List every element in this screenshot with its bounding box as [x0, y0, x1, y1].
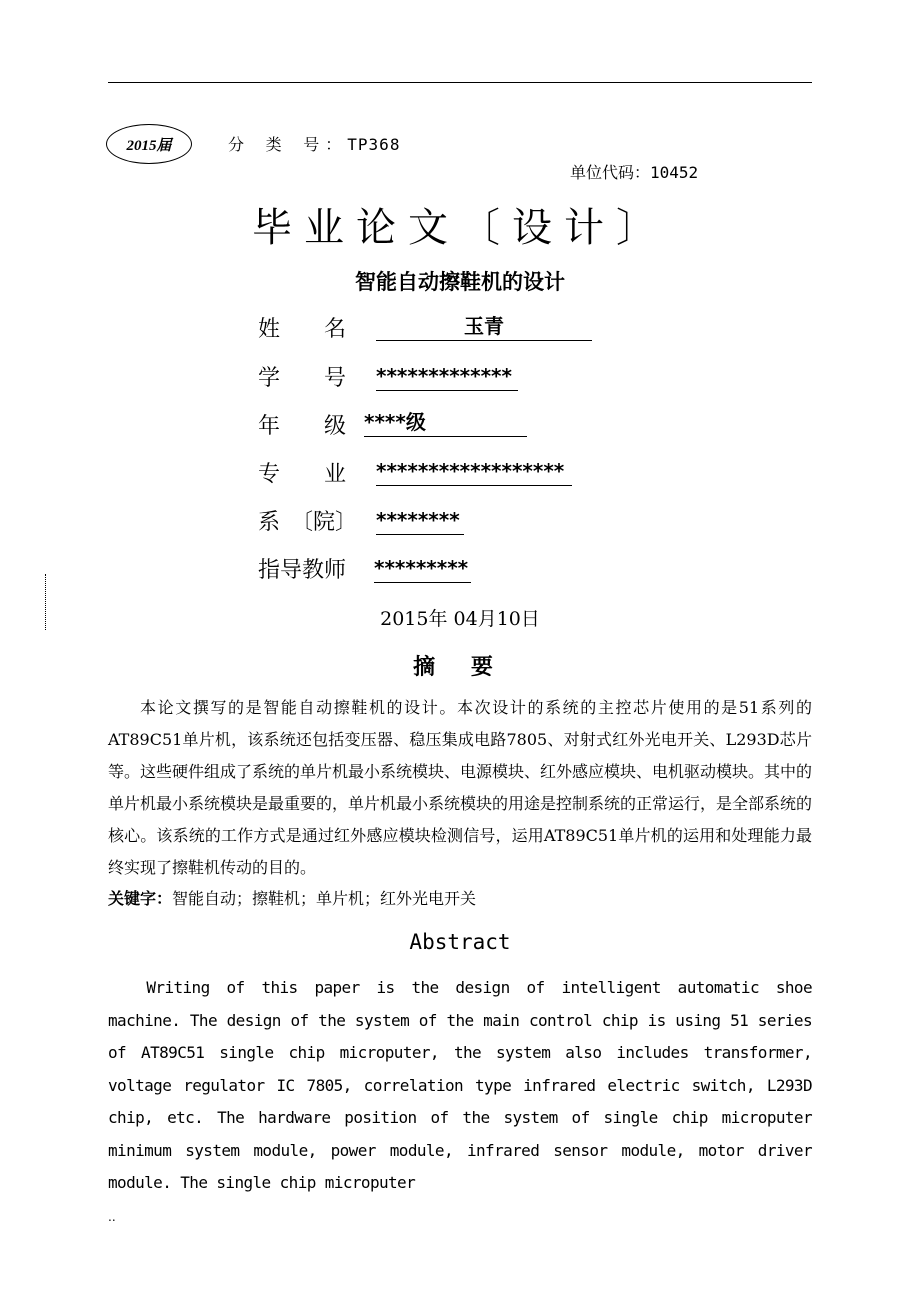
thesis-title: 毕业论文〔设计〕	[252, 205, 668, 251]
field-value-grade: ****级	[364, 408, 527, 437]
abstract-cn-heading: 摘 要	[413, 654, 507, 680]
submission-date: 2015年 04月10日	[380, 608, 540, 630]
field-label-major: 专 业	[258, 462, 347, 487]
keywords-value: 智能自动；擦鞋机；单片机；红外光电开关	[172, 889, 477, 908]
field-label-student-id: 学 号	[258, 366, 347, 391]
field-value-advisor: *********	[374, 554, 471, 583]
abstract-en-heading: Abstract	[409, 930, 511, 954]
classification-value: TP368	[347, 135, 401, 154]
classification-label: 分 类 号：	[228, 135, 348, 154]
abstract-cn-body: 本论文撰写的是智能自动擦鞋机的设计。本次设计的系统的主控芯片使用的是51系列的AT89C51单片机，该系统还包括变压器、稳压集成电路7805、对射式红外光电开关、L293D芯片等。这些硬件组成了系统的单片机最小系统模块、电源模块、红外感应模块、电机驱动模块。其中的单片机最小系统模块是最重要的，单片机最小系统模块的用途是控制系统的正常运行，是全部系统的核心。该系统的工作方式是通过红外感应模块检测信号，运用AT89C51单片机的运用和处理能力最终实现了擦鞋机传动的目的。	[108, 698, 813, 877]
field-label-advisor: 指导教师	[258, 558, 347, 583]
field-value-department: ********	[376, 506, 464, 535]
field-label-department: 系 〔院〕	[258, 510, 358, 535]
field-value-major: ******************	[376, 457, 572, 486]
field-label-name: 姓 名	[258, 317, 347, 342]
unit-code-value: 10452	[650, 163, 699, 182]
keywords-label: 关键字：	[108, 889, 173, 908]
field-label-grade: 年 级	[258, 414, 347, 439]
keywords	[108, 886, 476, 909]
abstract-en-body: Writing of this paper is the design of intelligent automatic shoe machine. The design of the system of the main control chip is using 51 series of AT89C51 single chip microputer, the system also includes transformer, voltage regulator IC 7805, correlation type infrared electric switch, L293D chip, etc. The hardware position of the system of single chip microputer minimum system module, power module, infrared sensor module, motor driver module. The single chip microputer	[108, 978, 812, 1192]
year-badge: 2015届	[106, 124, 192, 164]
header-rule	[108, 82, 812, 83]
footer-mark: ..	[108, 1210, 116, 1224]
classification-number	[228, 132, 400, 155]
field-value-student-id: *************	[376, 362, 518, 391]
thesis-subtitle: 智能自动擦鞋机的设计	[355, 269, 565, 294]
unit-code	[570, 160, 698, 183]
unit-code-label: 单位代码：	[570, 163, 651, 182]
field-value-name: 玉青	[376, 312, 592, 341]
